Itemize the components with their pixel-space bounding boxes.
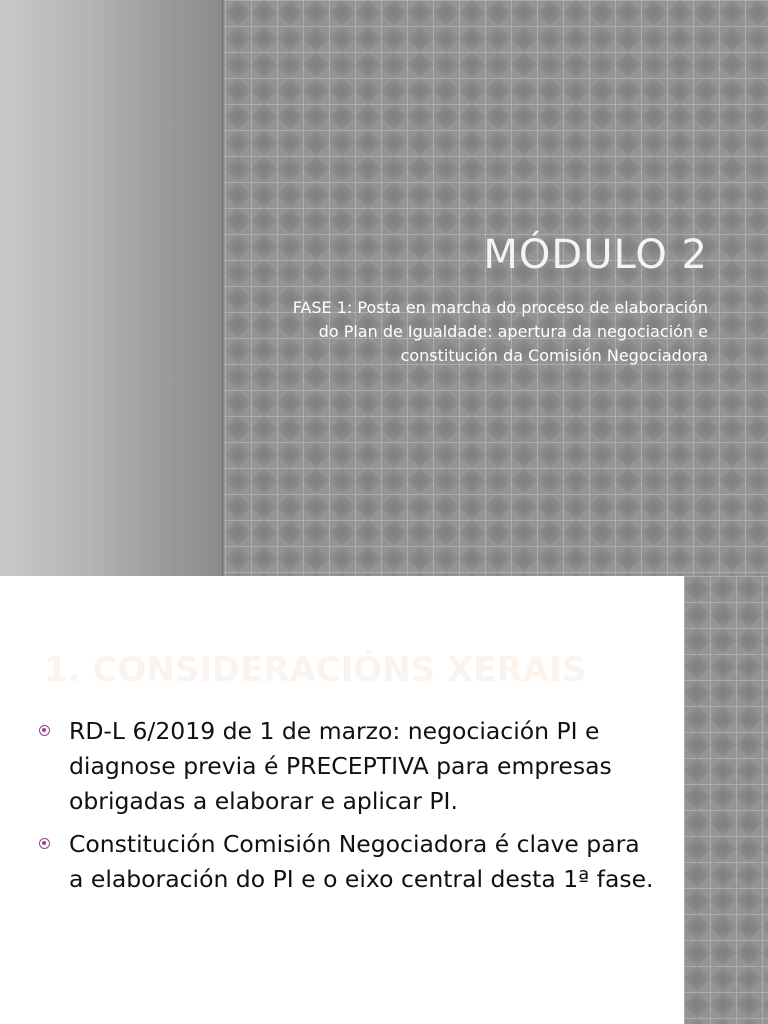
bullet-text: Constitución Comisión Negociadora é clave para a elaboración do PI e o eixo central desta 1ª fase.	[69, 830, 654, 893]
circle-bullet-icon	[39, 725, 50, 736]
gradient-side-panel	[0, 0, 224, 576]
slide-title: MÓDULO 2	[483, 232, 708, 278]
bullet-text: RD-L 6/2019 de 1 de marzo: negociación PI e diagnose previa é PRECEPTIVA para empresas obrigadas a elaborar e aplicar PI.	[69, 717, 612, 815]
bullet-item	[36, 827, 656, 897]
bullet-list	[36, 714, 656, 905]
patterned-background	[225, 0, 768, 576]
content-slide	[0, 576, 768, 1024]
circle-bullet-icon	[39, 838, 50, 849]
patterned-side-strip	[684, 576, 768, 1024]
bullet-item	[36, 714, 656, 819]
slide-subtitle: FASE 1: Posta en marcha do proceso de elaboración do Plan de Igualdade: apertura da negociación e constitución da Comisión Negociadora	[292, 298, 708, 365]
section-heading: 1. CONSIDERACIÓNS XERAIS	[44, 650, 587, 690]
